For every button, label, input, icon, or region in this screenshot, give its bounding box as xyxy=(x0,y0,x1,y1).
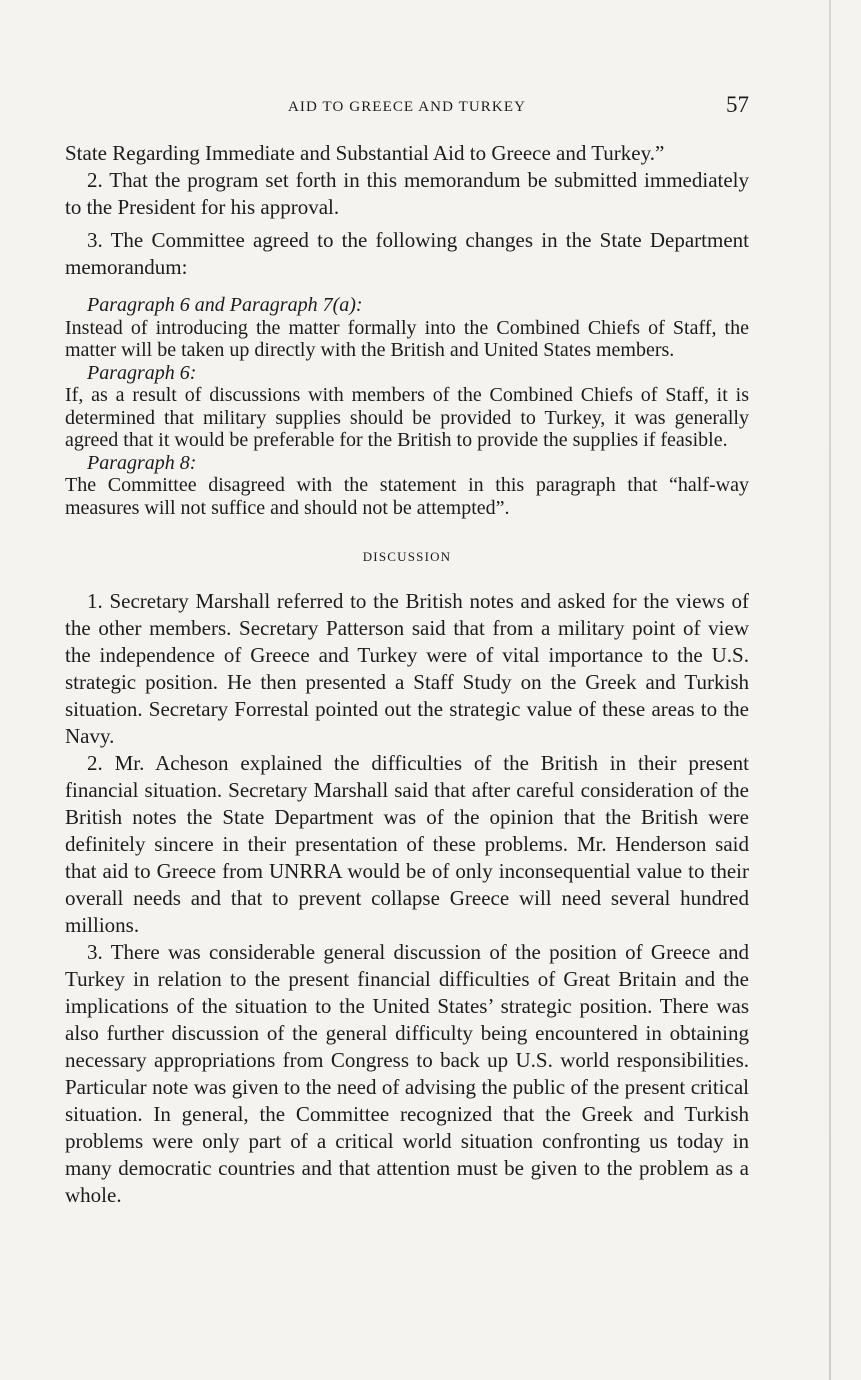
discussion-paragraph: 1. Secretary Marshall referred to the British notes and asked for the views of the other members. Secretary Patterson said that from a military point of view the independence of Greece and Turkey were of vital importance to the U.S. strategic position. He then presented a Staff Study on the Greek and Turkish situation. Secretary Forrestal pointed out the strategic value of these areas to the Navy. xyxy=(65,589,749,748)
page-header xyxy=(65,92,749,122)
change-heading: Paragraph 6 and Paragraph 7(a): xyxy=(87,294,363,316)
page-body xyxy=(65,140,749,1209)
running-head: AID TO GREECE AND TURKEY xyxy=(287,99,527,115)
change-text: If, as a result of discussions with members of the Combined Chiefs of Staff, it is determined that military supplies should be provided to Turkey, it was generally agreed that it would be preferable for the British to provide the supplies if feasible. xyxy=(65,384,749,451)
discussion-paragraph: 3. There was considerable general discussion of the position of Greece and Turkey in relation to the present financial difficulties of Great Britain and the implications of the situation to the United States’ strategic position. There was also further discussion of the general difficulty being encountered in obtaining necessary appropriations from Congress to back up U.S. world responsibilities. Particular note was given to the need of advising the public of the present critical situation. In general, the Committee recognized that the Greek and Turkish problems were only part of a critical world situation confronting us today in many democratic countries and that attention must be given to the problem as a whole. xyxy=(65,940,749,1207)
continued-paragraph: State Regarding Immediate and Substantial Aid to Greece and Turkey.” xyxy=(65,141,665,165)
page-edge xyxy=(829,0,831,1380)
item-2-paragraph: 2. That the program set forth in this memorandum be submitted immediately to the President for his approval. xyxy=(65,168,749,219)
change-heading: Paragraph 6: xyxy=(87,361,197,384)
discussion-heading: DISCUSSION xyxy=(362,549,452,564)
change-heading: Paragraph 8: xyxy=(87,451,197,474)
change-text: Instead of introducing the matter formally into the Combined Chiefs of Staff, the matter will be taken up directly with the British and United States members. xyxy=(65,316,749,361)
change-text: The Committee disagreed with the statement in this paragraph that “half-way measures will not suffice and should not be attempted”. xyxy=(65,474,749,519)
page-number: 57 xyxy=(726,92,749,117)
memorandum-changes xyxy=(65,294,749,519)
discussion-section xyxy=(65,588,749,1209)
item-3-paragraph: 3. The Committee agreed to the following changes in the State Department memorandum: xyxy=(65,228,749,279)
discussion-paragraph: 2. Mr. Acheson explained the difficulties of the British in their present financial situation. Secretary Marshall said that after careful consideration of the British notes the State Department was of the opinion that the British were definitely sincere in their presentation of these problems. Mr. Henderson said that aid to Greece from UNRRA would be of only inconsequential value to their overall needs and that to prevent collapse Greece will need several hundred millions. xyxy=(65,751,749,937)
